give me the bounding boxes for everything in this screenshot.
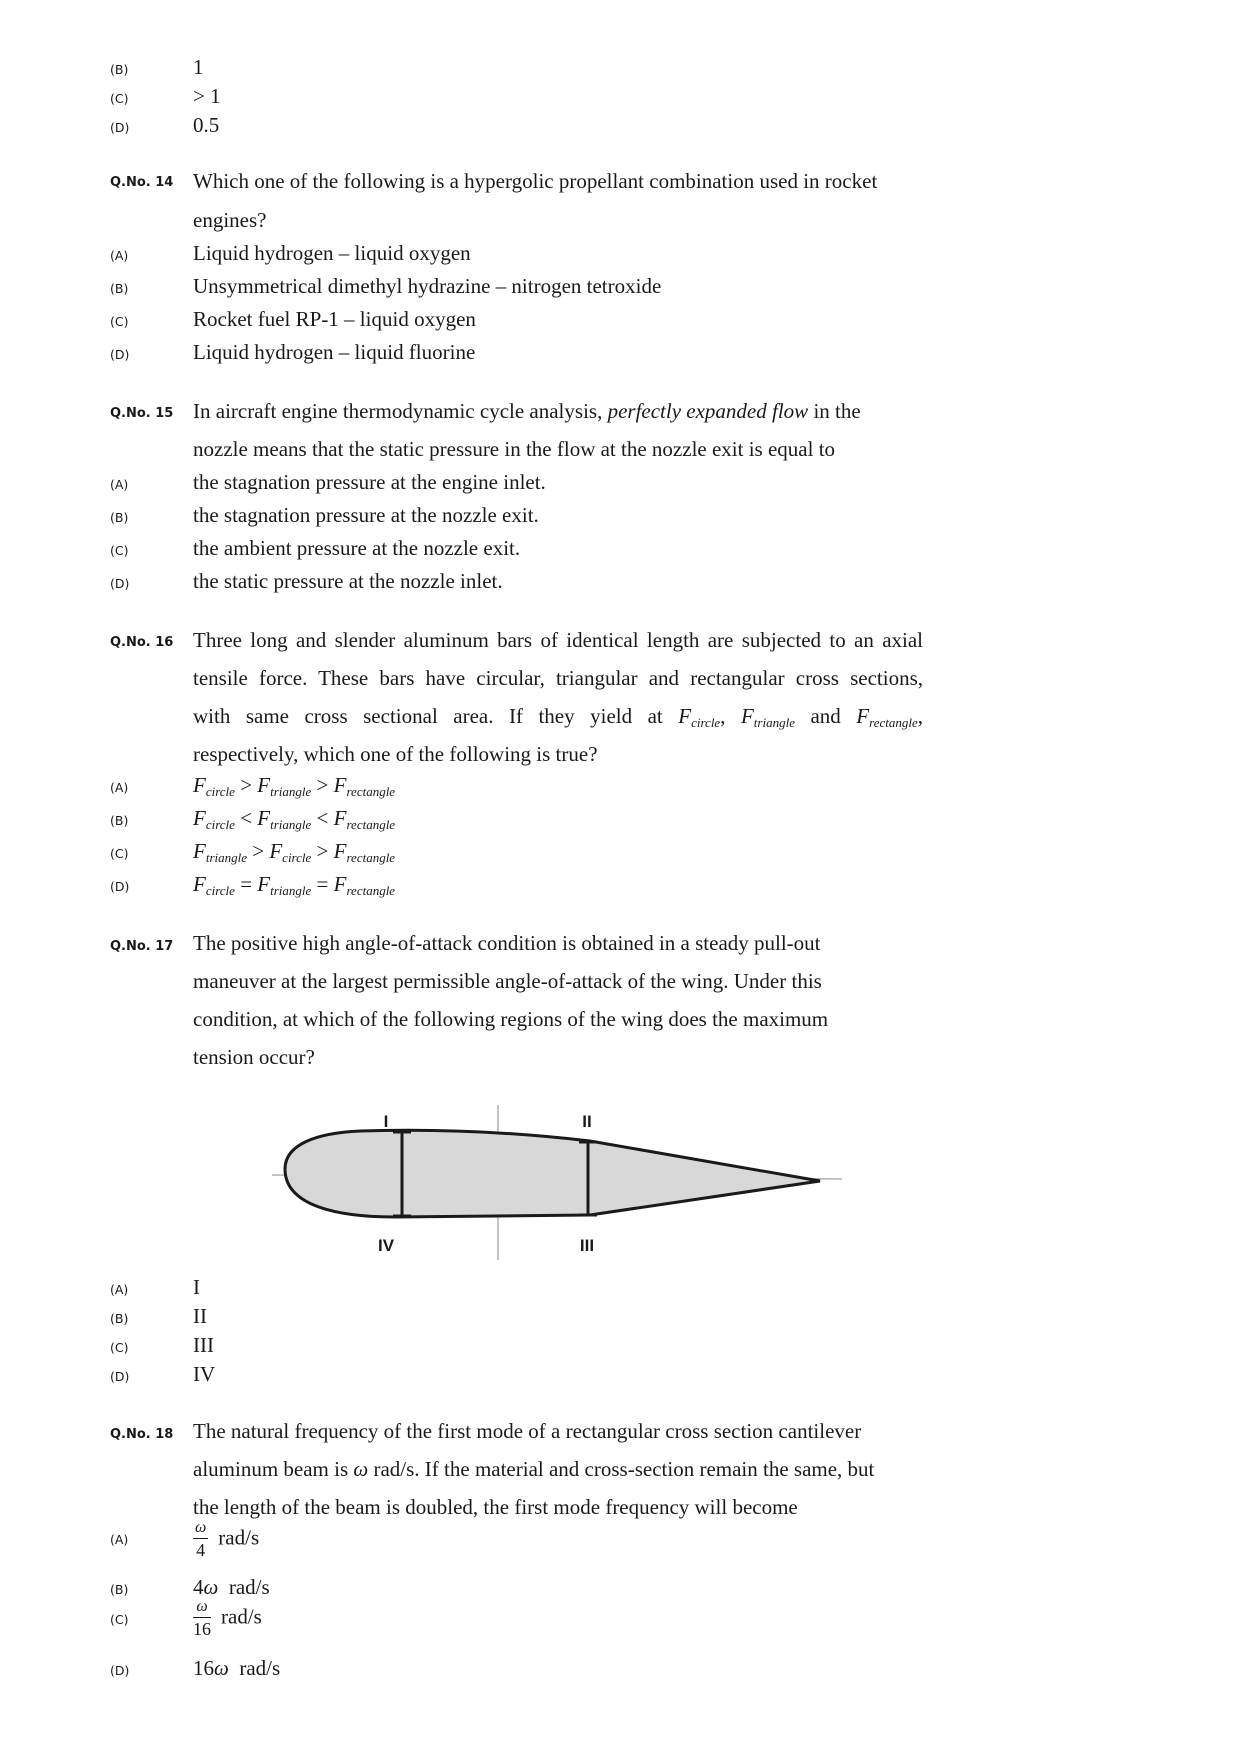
region-label-III: III	[579, 1236, 595, 1255]
option-label: (B)	[110, 1582, 129, 1597]
region-label-IV: IV	[377, 1236, 395, 1255]
omega-symbol: ω	[214, 1656, 229, 1680]
force-symbol: F	[856, 704, 870, 728]
option-text: the ambient pressure at the nozzle exit.	[193, 536, 521, 560]
question-number: Q.No. 16	[110, 635, 174, 650]
operator: =	[316, 872, 329, 896]
stem-text: in the	[808, 399, 861, 423]
unit: rad/s	[228, 1575, 270, 1599]
stem-text: In aircraft engine thermodynamic cycle analysis,	[193, 399, 608, 423]
coefficient: 16	[193, 1656, 214, 1680]
question-stem-line	[193, 401, 861, 422]
coefficient: 4	[193, 1575, 204, 1599]
option-label: (A)	[110, 477, 129, 492]
unit: rad/s	[218, 1525, 260, 1550]
option-expression	[193, 1577, 270, 1598]
option-label: (B)	[110, 1311, 129, 1326]
question-stem-line: the length of the beam is doubled, the first mode frequency will become	[193, 1495, 798, 1519]
emphasis-term: perfectly expanded flow	[607, 399, 809, 423]
operator: >	[316, 773, 329, 797]
option-label: (D)	[110, 576, 130, 591]
question-stem-line: tension occur?	[193, 1045, 315, 1069]
question-stem-line: maneuver at the largest permissible angle-of-attack of the wing. Under this	[193, 969, 822, 993]
force-subscript: triangle	[753, 715, 795, 730]
option-text: Unsymmetrical dimethyl hydrazine – nitrogen tetroxide	[193, 274, 662, 298]
question-stem-line: respectively, which one of the following is true?	[193, 742, 598, 766]
option-label: (D)	[110, 879, 130, 894]
force-subscript: circle	[205, 784, 235, 799]
comma: ,	[917, 704, 923, 728]
fraction-denominator: 16	[193, 1619, 211, 1639]
force-subscript: rectangle	[869, 715, 918, 730]
option-label: (A)	[110, 248, 129, 263]
question-stem-line: engines?	[193, 208, 267, 232]
question-stem-line: tensile force. These bars have circular, triangular and rectangular cross sections,	[193, 666, 923, 690]
omega-symbol: ω	[203, 1575, 219, 1599]
option-label: (D)	[110, 347, 130, 362]
question-number: Q.No. 17	[110, 939, 174, 954]
option-label: (C)	[110, 1340, 129, 1355]
operator: >	[252, 839, 265, 863]
unit: rad/s	[221, 1604, 262, 1629]
force-subscript: rectangle	[346, 817, 396, 832]
option-label: (B)	[110, 813, 129, 828]
option-label: (A)	[110, 1532, 129, 1547]
force-symbol: F	[193, 806, 206, 830]
fraction	[193, 1599, 211, 1638]
option-text: the stagnation pressure at the engine inlet.	[193, 470, 546, 494]
option-text: IV	[193, 1362, 216, 1386]
option-label: (B)	[110, 62, 129, 77]
question-stem-line: Three long and slender aluminum bars of identical length are subjected to an axial	[193, 628, 923, 652]
option-text: > 1	[193, 84, 221, 108]
option-label: (C)	[110, 1612, 129, 1627]
force-subscript: rectangle	[346, 850, 396, 865]
option-text: Liquid hydrogen – liquid fluorine	[193, 340, 476, 364]
force-symbol: F	[257, 872, 271, 896]
question-stem-line: Which one of the following is a hypergolic propellant combination used in rocket	[193, 169, 878, 193]
force-subscript: circle	[205, 817, 235, 832]
stem-text: with same cross sectional area. If they yield at	[193, 704, 663, 728]
option-expression	[193, 874, 395, 897]
force-symbol: F	[678, 704, 692, 728]
question-number: Q.No. 14	[110, 175, 174, 190]
airfoil-cross-section-figure	[265, 1105, 855, 1265]
fraction-numerator: ω	[193, 1599, 211, 1618]
option-expression	[193, 841, 395, 864]
question-stem-line	[193, 706, 923, 729]
force-subscript: circle	[282, 850, 312, 865]
question-stem-line: condition, at which of the following regions of the wing does the maximum	[193, 1007, 829, 1031]
force-symbol: F	[193, 773, 206, 797]
region-label-II: II	[582, 1112, 592, 1131]
force-subscript: circle	[691, 715, 721, 730]
region-label-I: I	[383, 1112, 389, 1131]
option-expression	[193, 1520, 259, 1559]
option-text: Liquid hydrogen – liquid oxygen	[193, 241, 471, 265]
operator: <	[240, 806, 253, 830]
force-symbol: F	[193, 839, 206, 863]
force-subscript: triangle	[270, 883, 312, 898]
option-label: (D)	[110, 1663, 130, 1678]
option-label: (A)	[110, 1282, 129, 1297]
option-label: (C)	[110, 91, 129, 106]
question-number: Q.No. 18	[110, 1427, 174, 1442]
force-subscript: triangle	[270, 784, 312, 799]
option-label: (C)	[110, 543, 129, 558]
option-label: (D)	[110, 1369, 130, 1384]
option-label: (A)	[110, 780, 129, 795]
stem-text: rad/s. If the material and cross-section remain the same, but	[373, 1457, 875, 1481]
unit: rad/s	[239, 1656, 281, 1680]
stem-text: and	[810, 704, 841, 728]
option-expression	[193, 1599, 262, 1638]
force-symbol: F	[193, 872, 206, 896]
force-subscript: rectangle	[346, 784, 396, 799]
option-label: (C)	[110, 846, 129, 861]
option-text: III	[193, 1333, 214, 1357]
fraction-numerator: ω	[193, 1520, 208, 1539]
force-symbol: F	[257, 806, 271, 830]
force-symbol: F	[740, 704, 754, 728]
force-subscript: triangle	[270, 817, 312, 832]
option-label: (C)	[110, 314, 129, 329]
force-subscript: triangle	[205, 850, 247, 865]
airfoil-outline	[285, 1130, 820, 1217]
option-expression	[193, 1658, 280, 1679]
fraction	[193, 1520, 208, 1559]
comma: ,	[720, 704, 726, 728]
option-text: Rocket fuel RP-1 – liquid oxygen	[193, 307, 476, 331]
option-label: (D)	[110, 120, 130, 135]
option-text: II	[193, 1304, 207, 1328]
option-expression	[193, 775, 395, 798]
operator: <	[316, 806, 329, 830]
operator: =	[240, 872, 253, 896]
force-symbol: F	[257, 773, 271, 797]
force-symbol: F	[333, 872, 347, 896]
option-text: 0.5	[193, 113, 220, 137]
question-stem-line	[193, 1459, 874, 1480]
question-stem-line: The natural frequency of the first mode of a rectangular cross section cantilever	[193, 1419, 862, 1443]
force-symbol: F	[333, 773, 347, 797]
operator: >	[240, 773, 253, 797]
omega-symbol: ω	[353, 1457, 369, 1481]
stem-text: aluminum beam is	[193, 1457, 349, 1481]
option-label: (B)	[110, 510, 129, 525]
force-subscript: circle	[205, 883, 235, 898]
fraction-denominator: 4	[196, 1540, 206, 1560]
option-text: the stagnation pressure at the nozzle exit.	[193, 503, 539, 527]
question-number: Q.No. 15	[110, 406, 174, 421]
option-expression	[193, 808, 395, 831]
question-stem-line: nozzle means that the static pressure in the flow at the nozzle exit is equal to	[193, 437, 836, 461]
option-label: (B)	[110, 281, 129, 296]
force-symbol: F	[269, 839, 283, 863]
operator: >	[316, 839, 329, 863]
option-text: the static pressure at the nozzle inlet.	[193, 569, 503, 593]
force-symbol: F	[333, 806, 347, 830]
option-text: I	[193, 1275, 200, 1299]
force-subscript: rectangle	[346, 883, 396, 898]
question-stem-line: The positive high angle-of-attack condition is obtained in a steady pull-out	[193, 931, 821, 955]
force-symbol: F	[333, 839, 347, 863]
option-text: 1	[193, 55, 204, 79]
